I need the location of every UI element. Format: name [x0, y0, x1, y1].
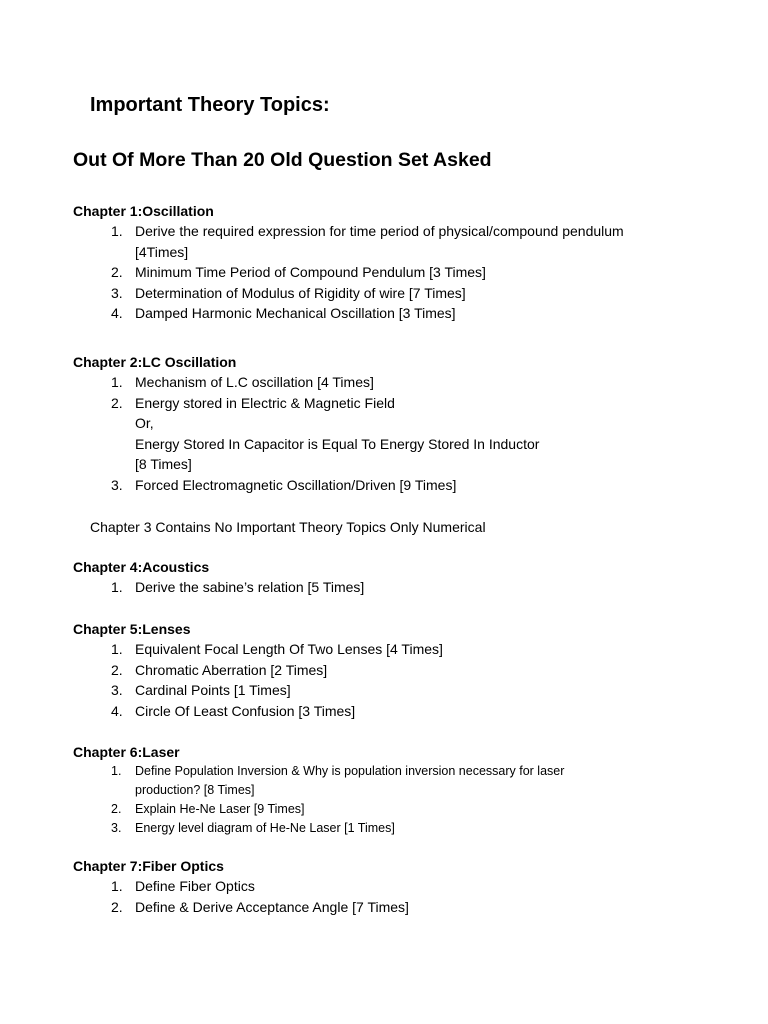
- item-text: Derive the required expression for time period of physical/compound pendulum: [135, 223, 624, 239]
- chapter-1-heading: Chapter 1:Oscillation: [73, 203, 214, 219]
- item-number: 3.: [111, 476, 123, 493]
- item-text-or: Or,: [135, 415, 154, 432]
- item-number: 1.: [111, 878, 123, 894]
- chapter-3-note: Chapter 3 Contains No Important Theory Topics Only Numerical: [90, 519, 486, 535]
- page-subtitle: Out Of More Than 20 Old Question Set Asked: [73, 149, 492, 171]
- list-item: [73, 283, 713, 304]
- chapter-2-list: [73, 372, 713, 496]
- item-number: 2.: [111, 394, 123, 411]
- item-number: 3.: [111, 682, 123, 699]
- item-number: 1.: [111, 223, 123, 239]
- item-text: Cardinal Points [1 Times]: [135, 682, 291, 699]
- item-text: Forced Electromagnetic Oscillation/Driven [9 Times]: [135, 476, 457, 493]
- chapter-5-list: [73, 639, 713, 721]
- item-text: Define & Derive Acceptance Angle [7 Times]: [135, 898, 409, 915]
- chapter-6-section: [73, 742, 713, 838]
- list-item: [73, 639, 713, 660]
- item-text-continued: [4Times]: [135, 243, 189, 260]
- chapter-2-section: [73, 352, 713, 496]
- list-item: [73, 800, 713, 819]
- item-number: 2.: [111, 661, 123, 678]
- chapter-2-heading: Chapter 2:LC Oscillation: [73, 354, 237, 370]
- chapter-1-list: [73, 221, 713, 324]
- item-text-continued: production? [8 Times]: [135, 783, 255, 797]
- item-text: Equivalent Focal Length Of Two Lenses [4 Times]: [135, 641, 443, 657]
- list-item: [73, 393, 713, 475]
- item-text: Derive the sabine’s relation [5 Times]: [135, 579, 365, 595]
- chapter-7-heading: Chapter 7:Fiber Optics: [73, 858, 224, 874]
- item-text: Mechanism of L.C oscillation [4 Times]: [135, 374, 374, 390]
- item-text: Chromatic Aberration [2 Times]: [135, 661, 328, 678]
- item-text: Energy level diagram of He-Ne Laser [1 Times]: [135, 821, 395, 835]
- item-text: Determination of Modulus of Rigidity of wire [7 Times]: [135, 284, 466, 301]
- item-text-count: [8 Times]: [135, 456, 192, 473]
- list-item: [73, 819, 713, 838]
- item-text-continued: Energy Stored In Capacitor is Equal To Energy Stored In Inductor: [135, 435, 540, 452]
- item-number: 2.: [111, 802, 122, 816]
- list-item: [73, 475, 713, 496]
- item-number: 4.: [111, 702, 123, 719]
- item-number: 3.: [111, 821, 122, 835]
- list-item: [73, 221, 713, 262]
- item-number: 1.: [111, 579, 123, 595]
- chapter-6-list: [73, 762, 713, 838]
- item-number: 2.: [111, 264, 123, 281]
- item-text: Define Population Inversion & Why is population inversion necessary for laser: [135, 764, 565, 778]
- chapter-7-section: [73, 856, 713, 917]
- item-text: Damped Harmonic Mechanical Oscillation [3 Times]: [135, 305, 456, 322]
- list-item: [73, 303, 713, 324]
- chapter-4-list: [73, 577, 713, 598]
- page-title: Important Theory Topics:: [90, 94, 330, 116]
- list-item: [73, 577, 713, 598]
- chapter-1-section: [73, 201, 713, 324]
- list-item: [73, 372, 713, 393]
- item-number: 1.: [111, 374, 123, 390]
- item-number: 3.: [111, 284, 123, 301]
- item-text: Minimum Time Period of Compound Pendulum [3 Times]: [135, 264, 486, 281]
- item-text: Circle Of Least Confusion [3 Times]: [135, 702, 356, 719]
- chapter-7-list: [73, 876, 713, 917]
- item-text: Energy stored in Electric & Magnetic Field: [135, 394, 395, 411]
- list-item: [73, 701, 713, 722]
- list-item: [73, 876, 713, 897]
- list-item: [73, 680, 713, 701]
- item-number: 2.: [111, 898, 123, 915]
- list-item: [73, 660, 713, 681]
- list-item: [73, 897, 713, 918]
- item-text: Define Fiber Optics: [135, 878, 255, 894]
- item-number: 4.: [111, 305, 123, 322]
- chapter-4-heading: Chapter 4:Acoustics: [73, 559, 210, 575]
- list-item: [73, 762, 713, 800]
- item-number: 1.: [111, 641, 123, 657]
- chapter-5-section: [73, 619, 713, 721]
- chapter-4-section: [73, 557, 713, 598]
- item-number: 1.: [111, 764, 122, 778]
- chapter-6-heading: Chapter 6:Laser: [73, 744, 180, 760]
- chapter-5-heading: Chapter 5:Lenses: [73, 621, 191, 637]
- item-text: Explain He-Ne Laser [9 Times]: [135, 802, 305, 816]
- list-item: [73, 262, 713, 283]
